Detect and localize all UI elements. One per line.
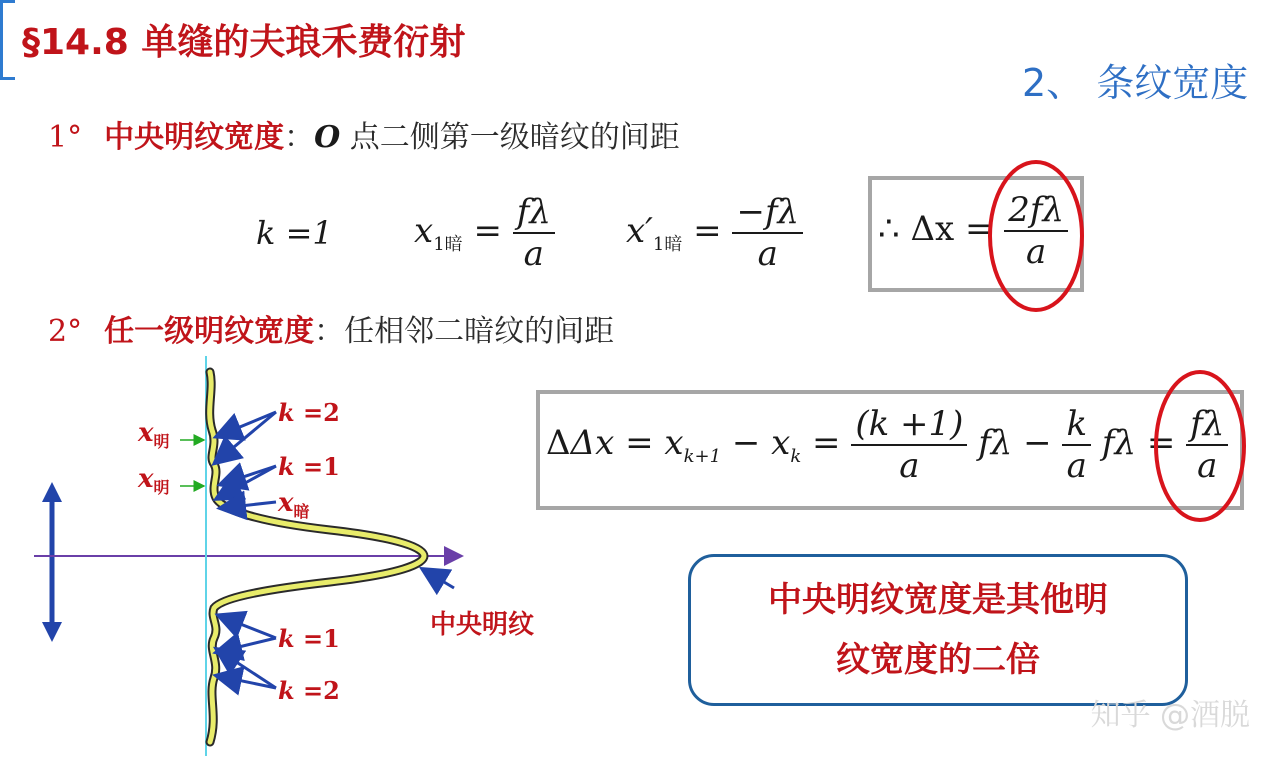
emphasis-circle-central [990, 162, 1082, 310]
label-central-bright: 中央明纹 [430, 610, 535, 640]
big-f3-numerator: fλ [1190, 404, 1225, 444]
big-fl: fλ − [978, 423, 1052, 463]
slide-title: §14.8 单缝的夫琅禾费衍射 [22, 22, 466, 63]
formula-x1-dark: $x_{1暗}$ = $\frac{f\lambda}{a}$ [414, 192, 555, 274]
watermark: 知乎 @酒脱 [1090, 698, 1250, 733]
big-f1-denominator: a [899, 446, 920, 486]
big-f2-denominator: a [1066, 446, 1087, 486]
big-lhs: Δx = x [570, 423, 684, 463]
formula-k-equals-1: k =1 [256, 214, 333, 252]
formula-x1-prime-dark: $x'_{1暗}$ = $\frac{-f\lambda}{a}$ [626, 192, 803, 274]
big-sub1: k+1 [683, 445, 722, 467]
delta-numerator: 2fλ [1008, 190, 1065, 230]
item-2-heading: 任一级明纹宽度 [104, 314, 315, 349]
big-sub2: k [790, 445, 802, 467]
delta-lhs: ∴ Δx = [878, 209, 994, 249]
item-1-text: 点二侧第一级暗纹的间距 [340, 120, 680, 155]
x1-numerator: fλ [516, 192, 551, 232]
x1p-numerator: −fλ [736, 192, 800, 232]
item-1-point-o: O [314, 120, 341, 155]
conclusion-callout [688, 554, 1188, 706]
label-k2-bottom: k =2 [278, 676, 340, 705]
label-x-dark: $x_暗$ [278, 488, 310, 522]
x1-denominator: a [523, 234, 544, 274]
item-1-colon: ： [284, 120, 315, 155]
x1p-sub: 1暗 [652, 233, 683, 255]
label-x-bright-2: $x_明$ [138, 464, 170, 498]
big-fl2: fλ = [1101, 423, 1176, 463]
x1-sub: 1暗 [433, 233, 463, 255]
label-k2-top: k =2 [278, 398, 340, 427]
big-f2-numerator: k [1066, 404, 1088, 444]
label-k1-top: k =1 [278, 452, 340, 481]
x1-var: x [414, 211, 434, 251]
emphasis-circle-fringe [1156, 372, 1244, 520]
section-heading-fringe-width: 2、 条纹宽度 [1022, 61, 1249, 105]
big-eq: = [801, 423, 841, 463]
formula-fringe-width: $\Delta\Delta x = x_{k+1} - x_k$ = $\frac{(k +1)}{a}$ fλ − $\frac{k}{a}$ fλ = $\frac{f\lambda}{a}$ [546, 404, 1228, 486]
delta-denominator: a [1026, 232, 1047, 272]
big-f3-denominator: a [1197, 446, 1218, 486]
label-k1-bottom: k =1 [278, 624, 340, 653]
x1p-var: x′ [626, 211, 653, 251]
big-f1-numerator: (k +1) [855, 404, 964, 444]
item-2-colon: ： [314, 314, 345, 349]
item-1-heading: 中央明纹宽度 [104, 120, 285, 155]
item-2-text: 任相邻二暗纹的间距 [344, 314, 615, 349]
callout-line-1: 中央明纹宽度是其他明 [768, 580, 1108, 620]
big-mid: − x [721, 423, 791, 463]
item-2-number: 2° [48, 314, 83, 349]
label-x-bright-1: $x_明$ [138, 418, 170, 452]
x1p-denominator: a [757, 234, 778, 274]
item-1-number: 1° [48, 120, 83, 155]
callout-line-2: 纹宽度的二倍 [836, 640, 1040, 680]
